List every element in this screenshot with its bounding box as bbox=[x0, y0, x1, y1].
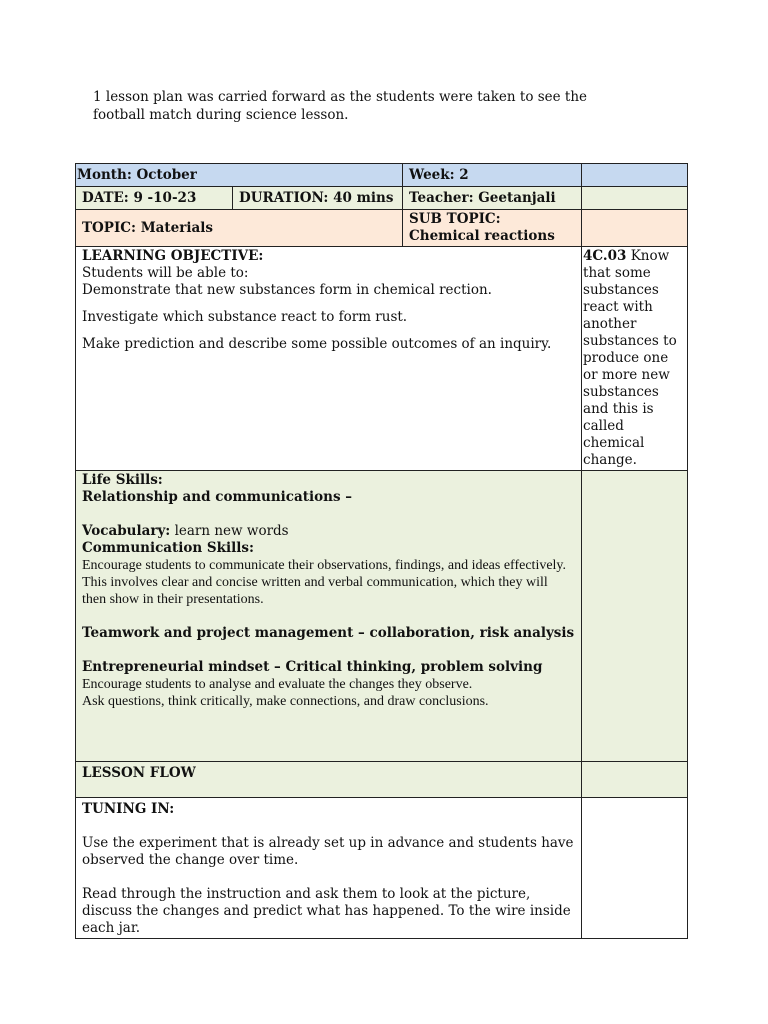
objective-item: Make prediction and describe some possible outcomes of an inquiry. bbox=[82, 336, 552, 352]
life-skills-side-cell bbox=[582, 471, 688, 762]
life-skills-row bbox=[76, 471, 688, 762]
tuning-in-paragraph: Read through the instruction and ask them to look at the picture, discuss the changes and predict what has happened. To the wire inside each jar. bbox=[82, 886, 571, 936]
relationship-heading: Relationship and communications – bbox=[82, 489, 353, 505]
month-cell: Month: October bbox=[76, 164, 403, 187]
objective-item: Demonstrate that new substances form in chemical rection. bbox=[82, 282, 492, 298]
communication-text: Encourage students to communicate their observations, findings, and ideas effectively. This involves clear and concise written and verbal communication, which they will then show in their presentations. bbox=[82, 558, 567, 607]
tuning-in-cell bbox=[76, 798, 582, 939]
entrepreneurial-line: Encourage students to analyse and evaluate the changes they observe. bbox=[82, 677, 473, 692]
entrepreneurial-heading: Entrepreneurial mindset – Critical thinking, problem solving bbox=[82, 659, 543, 675]
objective-intro: Students will be able to: bbox=[82, 265, 249, 281]
curriculum-code: 4C.03 bbox=[583, 248, 627, 264]
topic-cell: TOPIC: Materials bbox=[76, 210, 403, 247]
communication-heading: Communication Skills: bbox=[82, 540, 254, 556]
vocabulary-label: Vocabulary: bbox=[82, 523, 171, 539]
lesson-flow-row bbox=[76, 762, 688, 798]
carried-forward-note: 1 lesson plan was carried forward as the students were taken to see the football match during science lesson. bbox=[93, 89, 588, 123]
date-side-cell bbox=[582, 187, 688, 210]
topic-row bbox=[76, 210, 688, 247]
month-week-side-cell bbox=[582, 164, 688, 187]
lesson-flow-heading: LESSON FLOW bbox=[76, 762, 582, 798]
teacher-cell: Teacher: Geetanjali bbox=[403, 187, 582, 210]
date-cell: DATE: 9 -10-23 bbox=[76, 187, 233, 210]
tuning-in-heading: TUNING IN: bbox=[82, 801, 175, 817]
lesson-flow-side-cell bbox=[582, 762, 688, 798]
objective-item: Investigate which substance react to form rust. bbox=[82, 309, 408, 325]
vocabulary-text: learn new words bbox=[170, 523, 289, 539]
tuning-in-paragraph: Use the experiment that is already set up in advance and students have observed the change over time. bbox=[82, 835, 574, 868]
objective-heading: LEARNING OBJECTIVE: bbox=[82, 248, 264, 264]
subtopic-cell: SUB TOPIC: Chemical reactions bbox=[403, 210, 582, 247]
curriculum-code-text: Know that some substances react with another substances to produce one or more new substances and this is called chemical change. bbox=[583, 248, 677, 468]
month-week-row bbox=[76, 164, 688, 187]
objective-cell bbox=[76, 247, 582, 471]
topic-side-cell bbox=[582, 210, 688, 247]
curriculum-code-cell bbox=[582, 247, 688, 471]
tuning-in-side-cell bbox=[582, 798, 688, 939]
objective-row bbox=[76, 247, 688, 471]
life-skills-heading: Life Skills: bbox=[82, 472, 163, 488]
duration-cell: DURATION: 40 mins bbox=[233, 187, 403, 210]
teamwork-heading: Teamwork and project management – collaboration, risk analysis bbox=[82, 625, 575, 641]
life-skills-cell bbox=[76, 471, 582, 762]
date-row bbox=[76, 187, 688, 210]
week-cell: Week: 2 bbox=[403, 164, 582, 187]
lesson-plan-table bbox=[75, 163, 688, 939]
entrepreneurial-line: Ask questions, think critically, make connections, and draw conclusions. bbox=[82, 694, 489, 709]
tuning-in-row bbox=[76, 798, 688, 939]
